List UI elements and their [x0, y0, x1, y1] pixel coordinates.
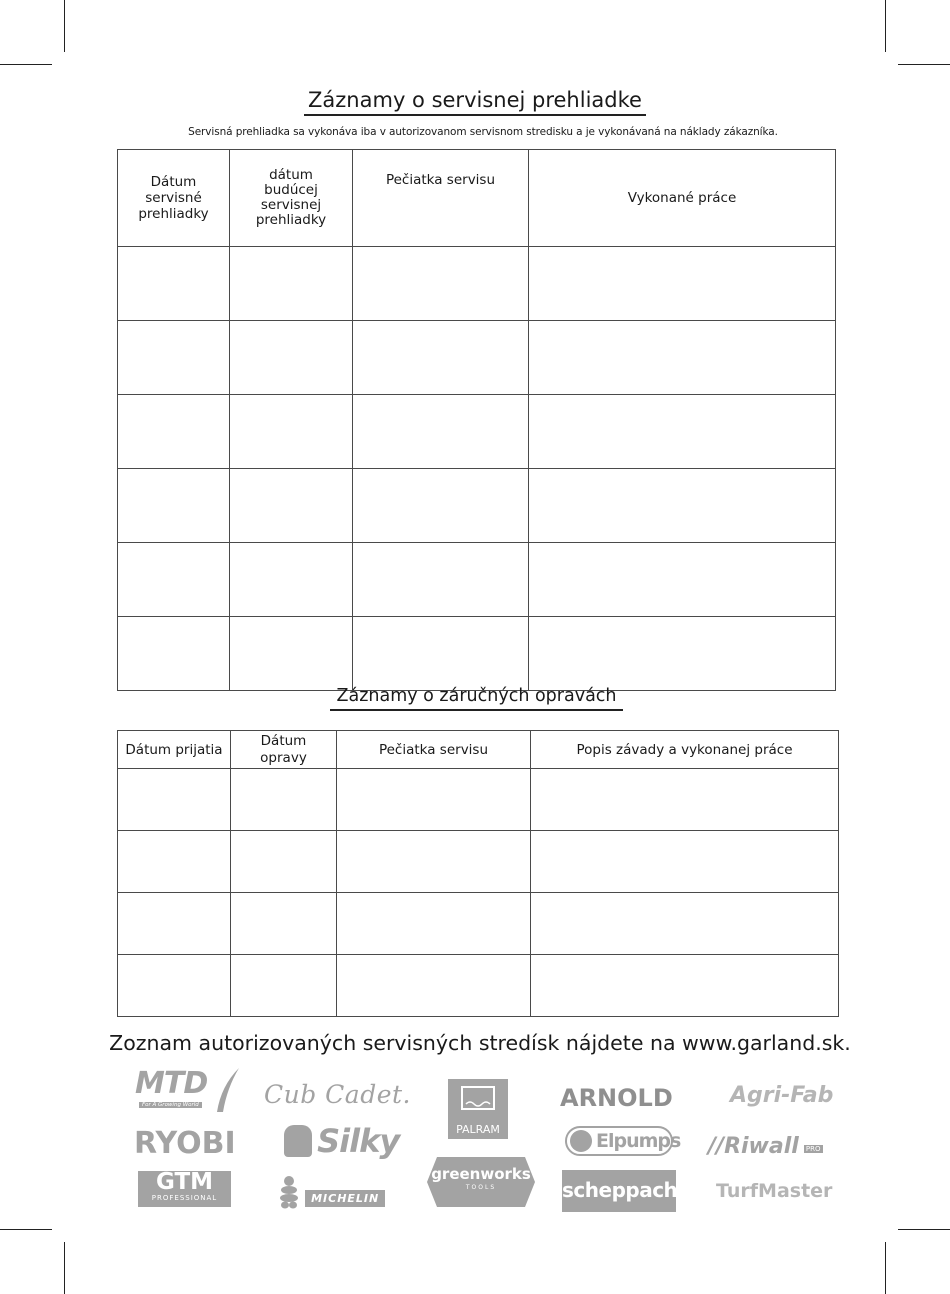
column-header-service-stamp: Pečiatka servisu [337, 731, 531, 769]
service-date-cell [118, 617, 230, 691]
cubcadet-logo [264, 1080, 411, 1109]
scheppach-logo [562, 1170, 676, 1212]
table-row [118, 247, 836, 321]
next-service-date-cell [230, 247, 353, 321]
service-centers-note: Zoznam autorizovaných servisných stredísk nájdete na www.garland.sk. [109, 1031, 851, 1055]
table-row [118, 955, 839, 1017]
table-row [118, 769, 839, 831]
service-stamp-cell [337, 955, 531, 1017]
work-done-cell [529, 469, 836, 543]
riwall-wordmark: Riwall [724, 1134, 799, 1159]
fault-description-cell [531, 769, 839, 831]
repair-date-cell [231, 955, 337, 1017]
crop-mark [0, 64, 52, 65]
palram-logo [448, 1079, 508, 1139]
table-row [118, 469, 836, 543]
ryobi-wordmark: RYOBI [134, 1126, 236, 1161]
crop-mark [64, 1242, 65, 1294]
next-service-date-cell [230, 395, 353, 469]
receipt-date-cell [118, 831, 231, 893]
service-date-cell [118, 395, 230, 469]
table-row [118, 893, 839, 955]
service-stamp-cell [337, 769, 531, 831]
column-header-service-date: Dátum servisné prehliadky [118, 150, 230, 247]
greenworks-logo [427, 1157, 535, 1207]
palram-wave-icon [448, 1079, 508, 1119]
cubcadet-wordmark: Cub Cadet. [264, 1080, 412, 1109]
table-header-row [118, 150, 836, 247]
crop-mark [0, 1229, 52, 1230]
column-header-repair-date: Dátum opravy [231, 731, 337, 769]
crop-mark [885, 0, 886, 52]
receipt-date-cell [118, 955, 231, 1017]
service-date-cell [118, 469, 230, 543]
michelin-man-icon [278, 1175, 300, 1209]
fault-description-cell [531, 955, 839, 1017]
elpumps-logo [565, 1126, 681, 1156]
palram-wordmark: PALRAM [456, 1123, 500, 1136]
column-header-work-done: Vykonané práce [529, 150, 836, 247]
service-stamp-cell [337, 831, 531, 893]
column-header-fault-description: Popis závady a vykonanej práce [531, 731, 839, 769]
table-row [118, 543, 836, 617]
ryobi-logo [134, 1126, 236, 1161]
next-service-date-cell [230, 321, 353, 395]
table-row [118, 617, 836, 691]
greenworks-subtitle: TOOLS [465, 1184, 497, 1191]
service-stamp-cell [353, 395, 529, 469]
repair-date-cell [231, 769, 337, 831]
riwall-pro-badge: PRO [805, 1144, 821, 1153]
service-stamp-cell [337, 893, 531, 955]
elpumps-emblem-icon [570, 1130, 592, 1152]
warranty-section-title: Záznamy o záručných opravách [0, 686, 950, 711]
silky-logo [284, 1122, 399, 1162]
work-done-cell [529, 247, 836, 321]
work-done-cell [529, 617, 836, 691]
table-header-row [118, 731, 839, 769]
riwall-stripes-icon: // [708, 1134, 725, 1159]
service-records-table [117, 149, 836, 691]
service-stamp-cell [353, 321, 529, 395]
arnold-wordmark: ARNOLD [560, 1084, 673, 1112]
mtd-wordmark: MTD [135, 1066, 208, 1101]
repair-date-cell [231, 893, 337, 955]
service-stamp-cell [353, 247, 529, 321]
crop-mark [898, 1229, 950, 1230]
fault-description-cell [531, 893, 839, 955]
service-date-cell [118, 543, 230, 617]
agrifab-logo [730, 1083, 833, 1108]
elpumps-wordmark: Elpumps [596, 1130, 681, 1152]
service-date-cell [118, 321, 230, 395]
gtm-logo [138, 1171, 231, 1207]
next-service-date-cell [230, 617, 353, 691]
work-done-cell [529, 321, 836, 395]
crop-mark [885, 1242, 886, 1294]
gtm-subtitle: PROFESSIONAL [151, 1194, 218, 1202]
receipt-date-cell [118, 893, 231, 955]
turfmaster-logo [716, 1180, 832, 1202]
scheppach-wordmark: scheppach [562, 1178, 678, 1202]
table-row [118, 395, 836, 469]
receipt-date-cell [118, 769, 231, 831]
next-service-date-cell [230, 543, 353, 617]
service-date-cell [118, 247, 230, 321]
service-notice: Servisná prehliadka sa vykonáva iba v autorizovanom servisnom stredisku a je vykonávaná na náklady zákazníka. [188, 126, 778, 138]
silky-emblem-icon [284, 1125, 312, 1157]
michelin-logo [278, 1175, 385, 1209]
column-header-service-stamp: Pečiatka servisu [353, 150, 529, 247]
repair-date-cell [231, 831, 337, 893]
work-done-cell [529, 543, 836, 617]
silky-wordmark: Silky [317, 1122, 400, 1160]
service-stamp-cell [353, 543, 529, 617]
column-header-next-service-date: dátum budúcej servisnej prehliadky [230, 150, 353, 247]
table-row [118, 831, 839, 893]
column-header-receipt-date: Dátum prijatia [118, 731, 231, 769]
mtd-logo [135, 1068, 240, 1116]
crop-mark [898, 64, 950, 65]
service-stamp-cell [353, 469, 529, 543]
mtd-tagline: For A Growing World [139, 1102, 202, 1108]
agrifab-wordmark: Agri-Fab [730, 1083, 834, 1108]
table-row [118, 321, 836, 395]
michelin-wordmark: MICHELIN [305, 1190, 385, 1207]
gtm-wordmark: GTM [155, 1169, 214, 1195]
fault-description-cell [531, 831, 839, 893]
work-done-cell [529, 395, 836, 469]
arnold-logo [560, 1084, 673, 1112]
next-service-date-cell [230, 469, 353, 543]
warranty-records-table [117, 730, 839, 1017]
grass-blade-icon [213, 1066, 243, 1114]
turfmaster-wordmark: TurfMaster [716, 1180, 833, 1202]
crop-mark [64, 0, 65, 52]
page-title: Záznamy o servisnej prehliadke [0, 88, 950, 116]
service-stamp-cell [353, 617, 529, 691]
riwall-logo [708, 1134, 823, 1159]
greenworks-wordmark: greenworks [431, 1165, 531, 1183]
